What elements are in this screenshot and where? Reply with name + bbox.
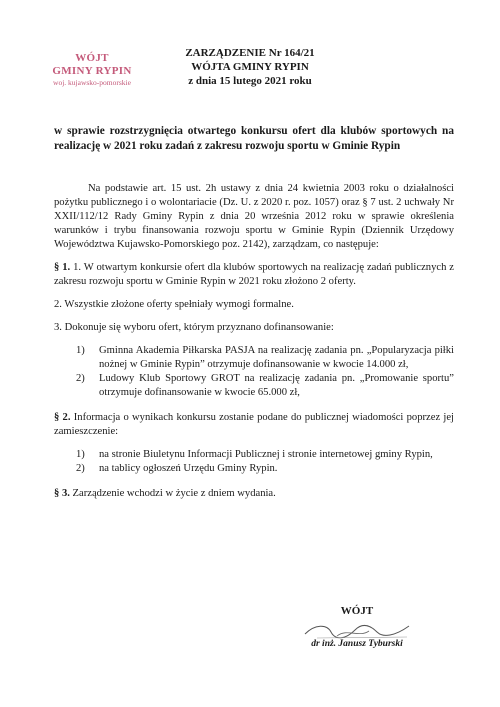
list-item-number: 1) <box>76 449 85 460</box>
list-item-text: Ludowy Klub Sportowy GROT na realizację zadania pn. „Promowanie sportu” otrzymuje dofinansowanie w kwocie 65.000 zł, <box>99 373 454 398</box>
office-stamp <box>36 52 148 87</box>
list-item-number: 1) <box>76 345 85 356</box>
list-item-text: Gminna Akademia Piłkarska PASJA na realizację zadania pn. „Popularyzacja piłki nożnej w Gminie Rypin” otrzymuje dofinansowanie w kwocie 14.000 zł, <box>99 345 454 370</box>
section-1-paragraph <box>54 261 454 289</box>
section-1-point-3: 3. Dokonuje się wyboru ofert, którym przyznano dofinansowanie: <box>54 322 334 333</box>
header-title: ZARZĄDZENIE Nr 164/21 <box>185 47 315 59</box>
stamp-line-2: GMINY RYPIN <box>52 65 132 77</box>
list-item-text: na stronie Biuletynu Informacji Publicznej i stronie internetowej gminy Rypin, <box>99 449 433 460</box>
section-2-label: § 2. <box>54 412 71 423</box>
publication-list <box>54 448 454 476</box>
header-issuer: WÓJTA GMINY RYPIN <box>191 61 309 73</box>
document-body <box>54 182 454 510</box>
legal-basis-paragraph: Na podstawie art. 15 ust. 2h ustawy z dnia 24 kwietnia 2003 roku o działalności pożytku publicznego i o wolontariacie (Dz. U. z 2020 r. poz. 1057) oraz § 7 ust. 2 uchwały Nr XXII/112/12 Rady Gminy Rypin z dnia 20 września 2012 roku w sprawie określenia warunków i trybu finansowania rozwoju sportu w Gminie Rypin (Dziennik Urzędowy Województwa Kujawsko-Pomorskiego poz. 2142), zarządzam, co następuje: <box>54 183 454 250</box>
list-item <box>54 448 454 462</box>
list-item <box>54 462 454 476</box>
signatory-title: WÓJT <box>340 605 374 617</box>
section-3-paragraph <box>54 487 454 501</box>
signatory-name: dr inż. Janusz Tyburski <box>311 639 403 649</box>
section-2-text: Informacja o wynikach konkursu zostanie podane do publicznej wiadomości poprzez jej zamieszczenie: <box>54 412 454 437</box>
section-3-label: § 3. <box>54 488 70 499</box>
section-1-text: 1. W otwartym konkursie ofert dla klubów sportowych na realizację zadań publicznych z zakresu rozwoju sportu w Gminie Rypin w 2021 roku złożono 2 oferty. <box>54 262 454 287</box>
section-2-paragraph <box>54 411 454 439</box>
stamp-line-3: woj. kujawsko-pomorskie <box>53 78 131 87</box>
list-item-number: 2) <box>76 463 85 474</box>
signature-block <box>292 604 422 650</box>
list-item <box>54 372 454 400</box>
section-1-label: § 1. <box>54 262 71 273</box>
header-date: z dnia 15 lutego 2021 roku <box>188 75 312 87</box>
list-item-number: 2) <box>76 373 85 384</box>
section-3-text: Zarządzenie wchodzi w życie z dniem wydania. <box>69 488 276 499</box>
document-header <box>160 46 340 88</box>
stamp-line-1: WÓJT <box>75 52 109 64</box>
list-item <box>54 344 454 372</box>
offers-list <box>54 344 454 400</box>
document-subject: w sprawie rozstrzygnięcia otwartego konkursu ofert dla klubów sportowych na realizację w 2021 roku zadań z zakresu rozwoju sportu w Gminie Rypin <box>54 125 454 152</box>
list-item-text: na tablicy ogłoszeń Urzędu Gminy Rypin. <box>99 463 278 474</box>
section-1-point-2: 2. Wszystkie złożone oferty spełniały wymogi formalne. <box>54 299 294 310</box>
